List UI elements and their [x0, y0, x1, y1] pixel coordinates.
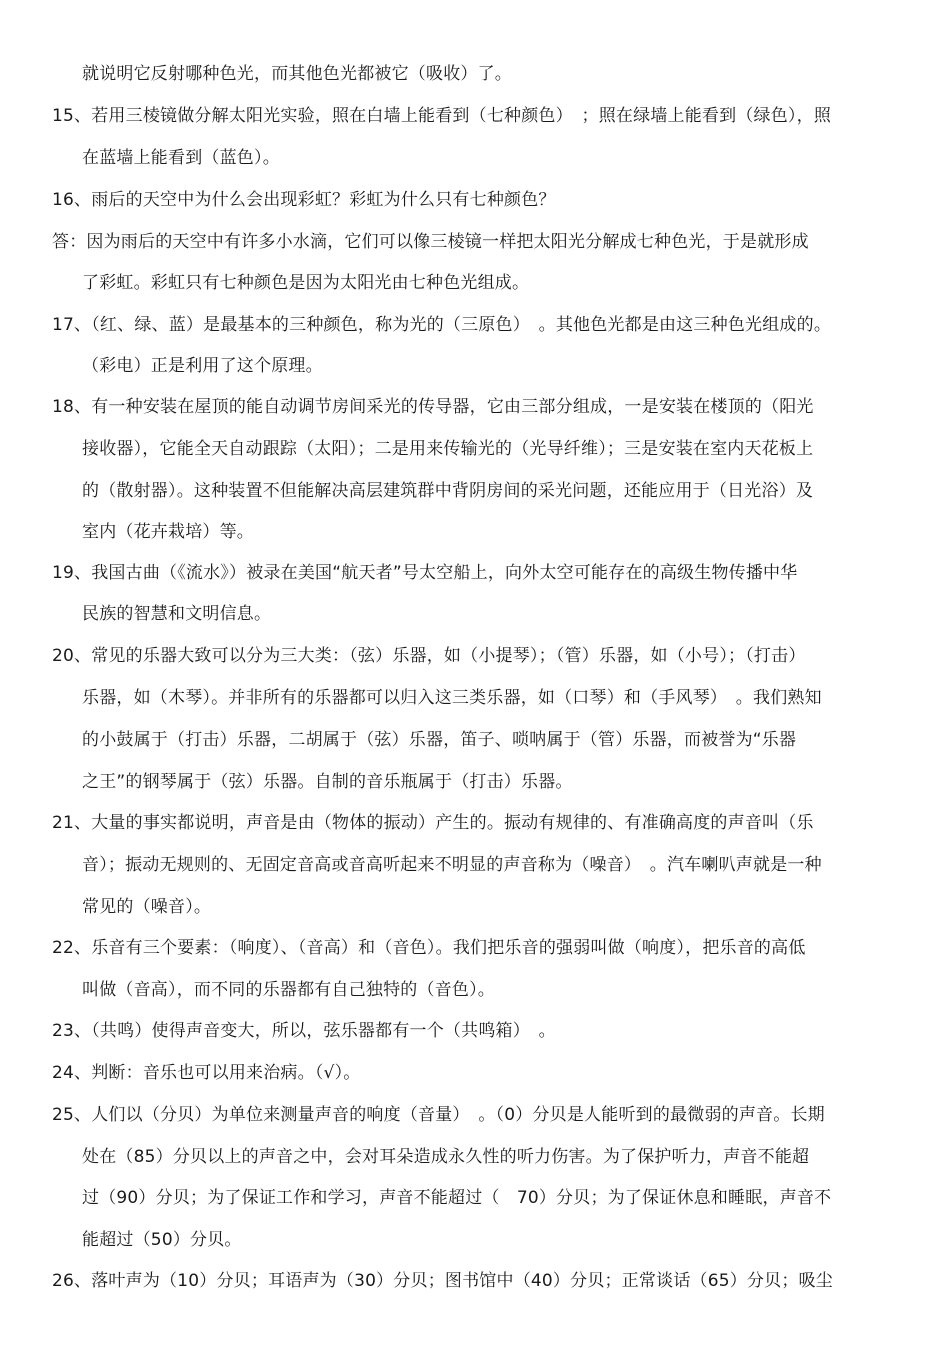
text-line: （彩电）正是利用了这个原理。 — [82, 356, 323, 376]
text-line: 叫做（音高），而不同的乐器都有自己独特的（音色）。 — [82, 980, 495, 1000]
text-line: 26、落叶声为（10）分贝；耳语声为（30）分贝；图书馆中（40）分贝；正常谈话（65）分贝；吸尘 — [52, 1271, 833, 1291]
text-line: 21、大量的事实都说明，声音是由（物体的振动）产生的。振动有规律的、有准确高度的声音叫（乐 — [52, 813, 814, 833]
text-line: 民族的智慧和文明信息。 — [82, 604, 272, 624]
text-line: 23、（共鸣）使得声音变大，所以，弦乐器都有一个（共鸣箱） 。 — [52, 1021, 556, 1041]
text-line: 之王”的钢琴属于（弦）乐器。自制的音乐瓶属于（打击）乐器。 — [82, 772, 573, 792]
text-line: 常见的（噪音）。 — [82, 897, 212, 917]
text-line: 接收器），它能全天自动跟踪（太阳）；二是用来传输光的（光导纤维）；三是安装在室内天花板上 — [82, 439, 814, 459]
text-line: 19、我国古曲（《流水》）被录在美国“航天者”号太空船上，向外太空可能存在的高级生物传播中华 — [52, 563, 798, 583]
text-line: 在蓝墙上能看到（蓝色）。 — [82, 148, 280, 168]
text-line: 音）；振动无规则的、无固定音高或音高听起来不明显的声音称为（噪音） 。汽车喇叭声就是一种 — [82, 855, 822, 875]
text-line: 17、（红、绿、蓝）是最基本的三种颜色，称为光的（三原色） 。其他色光都是由这三种色光组成的。 — [52, 315, 832, 335]
text-line: 答：因为雨后的天空中有许多小水滴，它们可以像三棱镜一样把太阳光分解成七种色光，于是就形成 — [52, 232, 809, 252]
text-line: 的（散射器）。这种装置不但能解决高层建筑群中背阴房间的采光问题，还能应用于（日光浴）及 — [82, 481, 814, 501]
text-line: 25、人们以（分贝）为单位来测量声音的响度（音量） 。（0）分贝是人能听到的最微弱的声音。长期 — [52, 1105, 825, 1125]
text-line: 18、有一种安装在屋顶的能自动调节房间采光的传导器，它由三部分组成，一是安装在楼顶的（阳光 — [52, 397, 814, 417]
text-line: 室内（花卉栽培）等。 — [82, 522, 254, 542]
text-line: 就说明它反射哪种色光，而其他色光都被它（吸收）了。 — [82, 64, 512, 84]
text-line: 过（90）分贝；为了保证工作和学习，声音不能超过（ 70）分贝；为了保证休息和睡眠，声音不 — [82, 1188, 832, 1208]
text-line: 24、判断：音乐也可以用来治病。（√）。 — [52, 1063, 361, 1083]
text-line: 16、雨后的天空中为什么会出现彩虹？彩虹为什么只有七种颜色？ — [52, 190, 556, 210]
text-line: 20、常见的乐器大致可以分为三大类：（弦）乐器，如（小提琴）；（管）乐器，如（小号）；（打击） — [52, 646, 806, 666]
text-line: 22、乐音有三个要素：（响度）、（音高）和（音色）。我们把乐音的强弱叫做（响度），把乐音的高低 — [52, 938, 806, 958]
text-line: 了彩虹。彩虹只有七种颜色是因为太阳光由七种色光组成。 — [82, 273, 530, 293]
text-line: 的小鼓属于（打击）乐器，二胡属于（弦）乐器，笛子、唢呐属于（管）乐器，而被誉为“乐器 — [82, 730, 797, 750]
text-line: 乐器，如（木琴）。并非所有的乐器都可以归入这三类乐器，如（口琴）和（手风琴） 。我们熟知 — [82, 688, 822, 708]
text-line: 能超过（50）分贝。 — [82, 1230, 242, 1250]
text-line: 15、若用三棱镜做分解太阳光实验，照在白墙上能看到（七种颜色） ；照在绿墙上能看到（绿色），照 — [52, 106, 832, 126]
text-line: 处在（85）分贝以上的声音之中，会对耳朵造成永久性的听力伤害。为了保护听力，声音不能超 — [82, 1147, 810, 1167]
